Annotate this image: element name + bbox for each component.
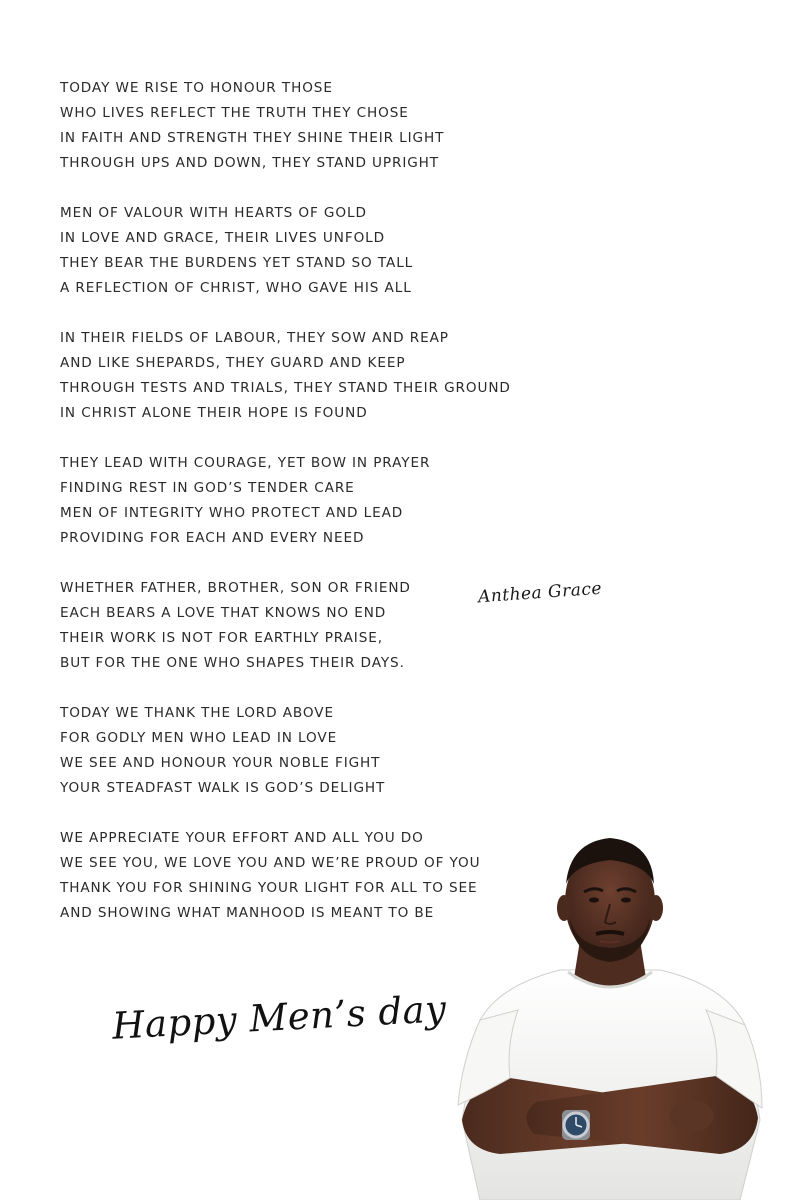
poem-line: IN CHRIST ALONE THEIR HOPE IS FOUND [60,405,368,421]
stanza [60,451,560,551]
author-signature: Anthea Grace [477,578,603,608]
stanza [60,701,560,801]
poem-line: THANK YOU FOR SHINING YOUR LIGHT FOR ALL TO SEE [60,880,478,896]
poem-line: A REFLECTION OF CHRIST, WHO GAVE HIS ALL [60,280,412,296]
stanza [60,201,560,301]
poem-line: THEY LEAD WITH COURAGE, YET BOW IN PRAYER [60,455,431,471]
poem-line: IN LOVE AND GRACE, THEIR LIVES UNFOLD [60,230,386,246]
greeting-title: Happy Men’s day [111,987,448,1048]
poem-line: MEN OF VALOUR WITH HEARTS OF GOLD [60,205,367,221]
stanza [60,326,560,426]
poem-line: WE SEE YOU, WE LOVE YOU AND WE’RE PROUD OF YOU [60,855,481,871]
poem-line: EACH BEARS A LOVE THAT KNOWS NO END [60,605,387,621]
poem-line: AND SHOWING WHAT MANHOOD IS MEANT TO BE [60,905,435,921]
poem-line: PROVIDING FOR EACH AND EVERY NEED [60,530,365,546]
poem-line: TODAY WE RISE TO HONOUR THOSE [60,80,333,96]
poem-line: WE SEE AND HONOUR YOUR NOBLE FIGHT [60,755,381,771]
man-portrait-svg [440,820,780,1200]
poem-line: WHETHER FATHER, BROTHER, SON OR FRIEND [60,580,411,596]
poem-line: MEN OF INTEGRITY WHO PROTECT AND LEAD [60,505,404,521]
poem-line: THROUGH TESTS AND TRIALS, THEY STAND THEIR GROUND [60,380,511,396]
poem-line: THEIR WORK IS NOT FOR EARTHLY PRAISE, [60,630,383,646]
poem-line: FINDING REST IN GOD’S TENDER CARE [60,480,355,496]
poem-line: IN FAITH AND STRENGTH THEY SHINE THEIR LIGHT [60,130,445,146]
poem-line: TODAY WE THANK THE LORD ABOVE [60,705,334,721]
poem-line: THROUGH UPS AND DOWN, THEY STAND UPRIGHT [60,155,440,171]
poem-line: FOR GODLY MEN WHO LEAD IN LOVE [60,730,338,746]
poem-line: THEY BEAR THE BURDENS YET STAND SO TALL [60,255,414,271]
poem-line: WE APPRECIATE YOUR EFFORT AND ALL YOU DO [60,830,424,846]
poem-line: IN THEIR FIELDS OF LABOUR, THEY SOW AND REAP [60,330,449,346]
poem-line: AND LIKE SHEPARDS, THEY GUARD AND KEEP [60,355,406,371]
man-portrait-illustration [440,820,780,1200]
poem-line: YOUR STEADFAST WALK IS GOD’S DELIGHT [60,780,386,796]
poem-line: BUT FOR THE ONE WHO SHAPES THEIR DAYS. [60,655,405,671]
stanza [60,76,560,176]
poem-line: WHO LIVES REFLECT THE TRUTH THEY CHOSE [60,105,409,121]
